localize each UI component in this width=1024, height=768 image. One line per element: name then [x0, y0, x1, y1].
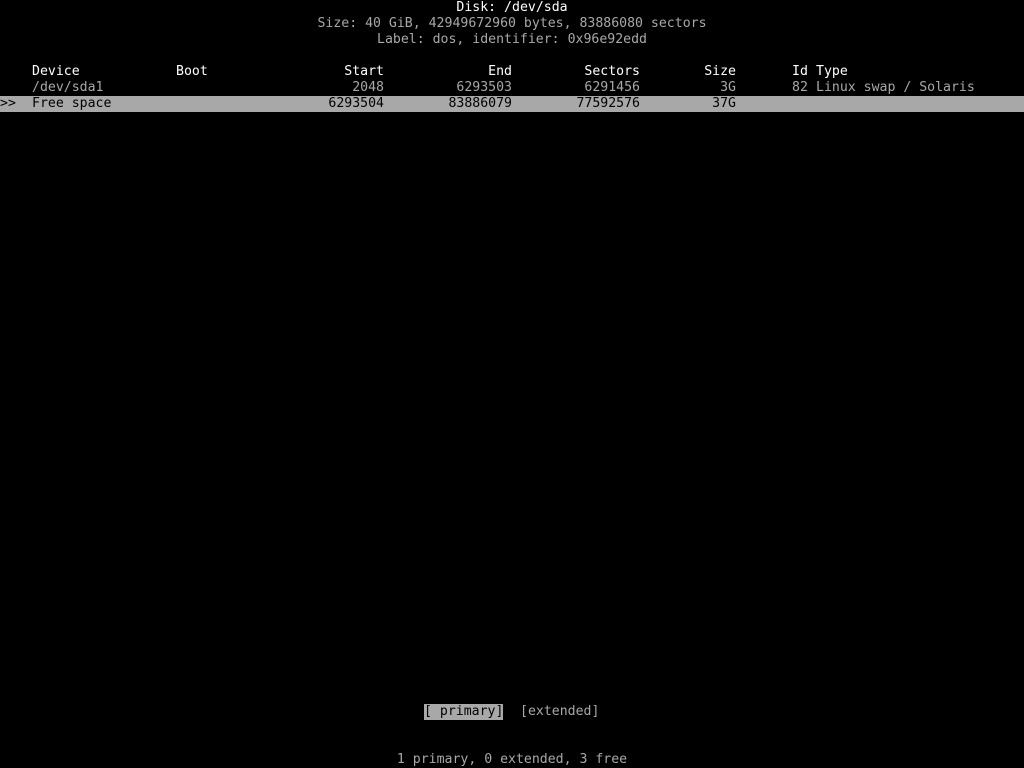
- partition-end: 83886079: [448, 96, 512, 111]
- disk-label-info: Label: dos, identifier: 0x96e92edd: [377, 32, 647, 47]
- column-header-boot: Boot: [176, 64, 208, 79]
- partition-start: 2048: [352, 80, 384, 95]
- disk-size-info: Size: 40 GiB, 42949672960 bytes, 83886080 sectors: [317, 16, 707, 31]
- partition-type-menu: [0, 704, 1024, 720]
- column-header-type: Type: [816, 64, 848, 79]
- partition-table-header: [0, 64, 1024, 80]
- partition-size: 37G: [712, 96, 736, 111]
- partition-type: Linux swap / Solaris: [816, 80, 975, 95]
- column-header-size: Size: [704, 64, 736, 79]
- column-header-device: Device: [32, 64, 80, 79]
- status-message: 1 primary, 0 extended, 3 free: [396, 752, 628, 767]
- extended-button[interactable]: [extended]: [520, 704, 600, 719]
- disk-title: Disk: /dev/sda: [456, 0, 568, 15]
- partition-size: 3G: [720, 80, 736, 95]
- row-selection-marker: >>: [0, 96, 16, 111]
- column-header-start: Start: [344, 64, 384, 79]
- partition-start: 6293504: [328, 96, 384, 111]
- partition-end: 6293503: [456, 80, 512, 95]
- partition-sectors: 6291456: [584, 80, 640, 95]
- partition-sectors: 77592576: [576, 96, 640, 111]
- column-header-end: End: [488, 64, 512, 79]
- column-header-id: Id: [792, 64, 808, 79]
- primary-button[interactable]: [ primary]: [424, 704, 504, 719]
- free-space-row[interactable]: [0, 96, 1024, 112]
- partition-row[interactable]: [0, 80, 1024, 96]
- partition-id: 82: [792, 80, 808, 95]
- partition-device: /dev/sda1: [32, 80, 104, 95]
- column-header-sectors: Sectors: [584, 64, 640, 79]
- partition-device: Free space: [32, 96, 112, 111]
